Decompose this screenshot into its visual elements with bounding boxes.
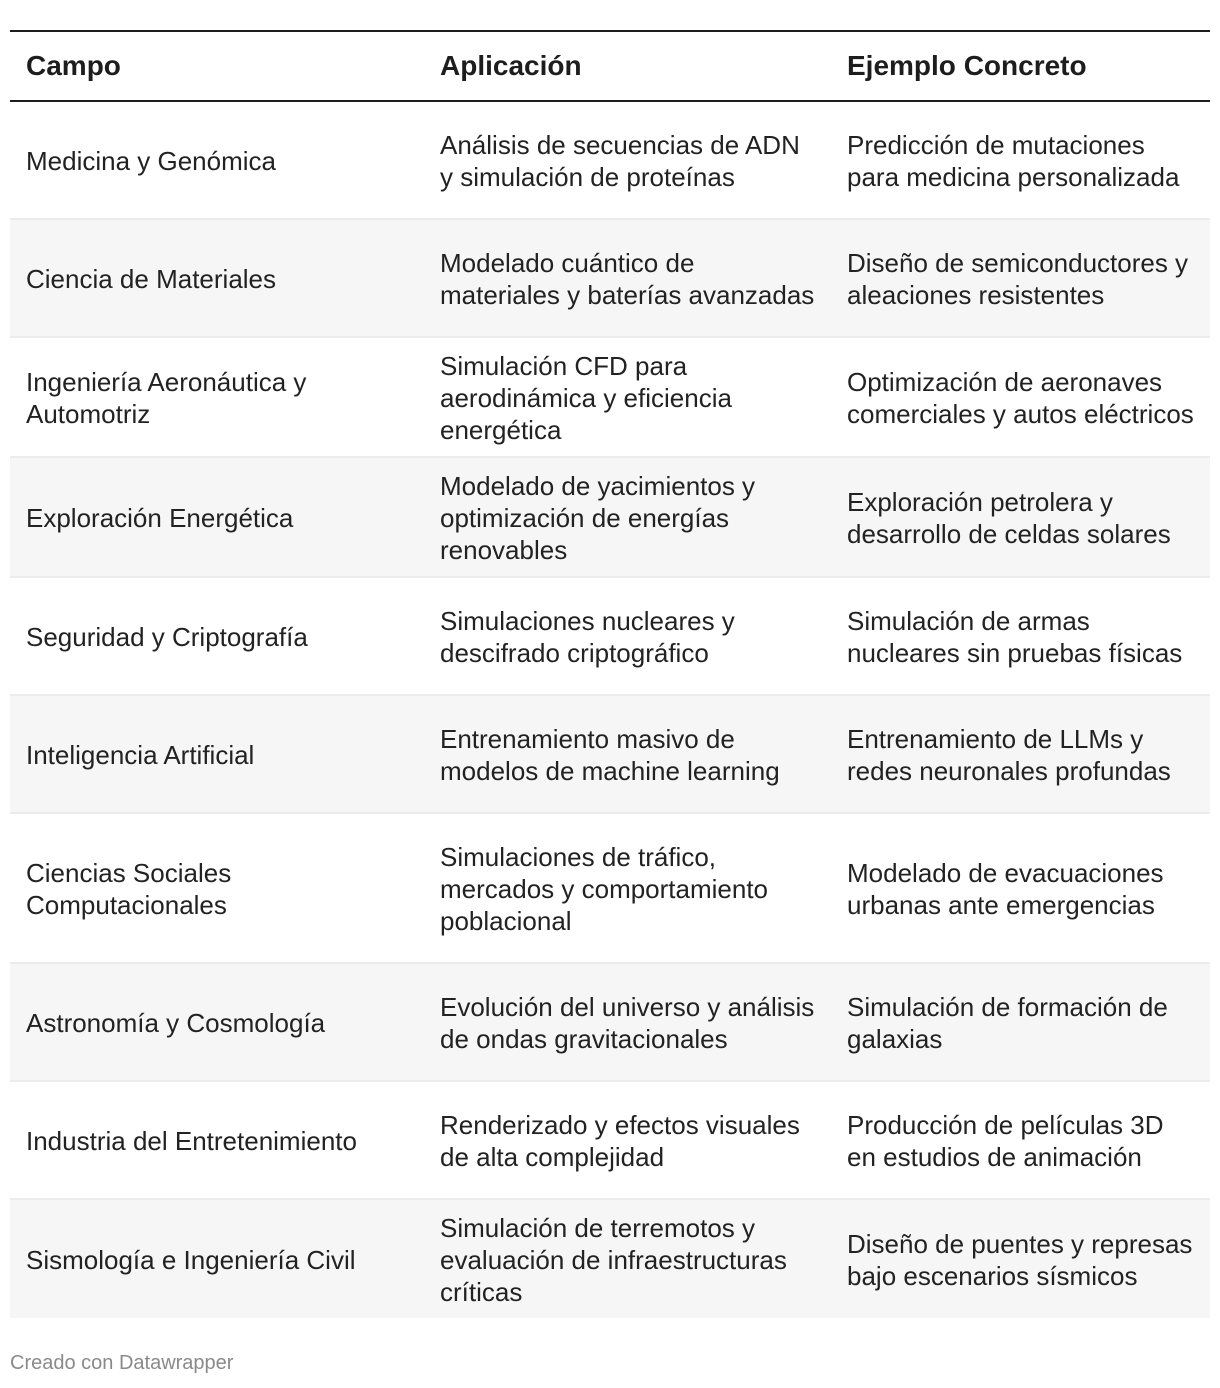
table-row xyxy=(10,577,1210,695)
cell-ejemplo: Diseño de semiconductores y aleaciones resistentes xyxy=(847,248,1189,310)
table-row xyxy=(10,101,1210,219)
cell-ejemplo: Optimización de aeronaves comerciales y autos eléctricos xyxy=(847,367,1194,429)
table-row xyxy=(10,457,1210,577)
cell-campo: Ciencias Sociales Computacionales xyxy=(26,858,232,920)
table-body xyxy=(10,101,1210,1318)
cell-campo: Industria del Entretenimiento xyxy=(26,1126,357,1156)
cell-campo: Sismología e Ingeniería Civil xyxy=(26,1245,356,1275)
cell-campo: Ciencia de Materiales xyxy=(26,264,277,294)
table-row xyxy=(10,219,1210,337)
cell-ejemplo: Simulación de formación de galaxias xyxy=(847,992,1168,1054)
cell-campo: Astronomía y Cosmología xyxy=(26,1008,326,1038)
cell-ejemplo: Simulación de armas nucleares sin pruebas físicas xyxy=(847,606,1183,668)
cell-aplicacion: Simulaciones de tráfico, mercados y comportamiento poblacional xyxy=(440,842,769,936)
cell-aplicacion: Modelado cuántico de materiales y baterías avanzadas xyxy=(440,248,815,310)
cell-ejemplo: Exploración petrolera y desarrollo de celdas solares xyxy=(847,487,1171,549)
table-row xyxy=(10,1081,1210,1199)
cell-campo: Ingeniería Aeronáutica y Automotriz xyxy=(26,367,307,429)
cell-campo: Seguridad y Criptografía xyxy=(26,622,308,652)
cell-aplicacion: Simulaciones nucleares y descifrado criptográfico xyxy=(440,606,735,668)
cell-aplicacion: Modelado de yacimientos y optimización de energías renovables xyxy=(440,471,756,565)
cell-campo: Exploración Energética xyxy=(26,503,294,533)
table-row xyxy=(10,963,1210,1081)
cell-ejemplo: Modelado de evacuaciones urbanas ante emergencias xyxy=(847,858,1164,920)
data-table-container xyxy=(10,30,1210,1318)
cell-ejemplo: Entrenamiento de LLMs y redes neuronales profundas xyxy=(847,724,1171,786)
cell-aplicacion: Evolución del universo y análisis de ondas gravitacionales xyxy=(440,992,815,1054)
data-table xyxy=(10,30,1210,1318)
cell-aplicacion: Entrenamiento masivo de modelos de machine learning xyxy=(440,724,780,786)
cell-campo: Inteligencia Artificial xyxy=(26,740,255,770)
column-header-campo: Campo xyxy=(26,50,121,81)
cell-aplicacion: Análisis de secuencias de ADN y simulación de proteínas xyxy=(440,130,800,192)
table-row xyxy=(10,337,1210,457)
table-row xyxy=(10,1199,1210,1318)
cell-ejemplo: Predicción de mutaciones para medicina personalizada xyxy=(847,130,1180,192)
column-header-aplicacion: Aplicación xyxy=(440,50,582,81)
table-row xyxy=(10,813,1210,963)
table-row xyxy=(10,695,1210,813)
table-header xyxy=(10,31,1210,101)
column-header-ejemplo: Ejemplo Concreto xyxy=(847,50,1087,81)
cell-aplicacion: Renderizado y efectos visuales de alta complejidad xyxy=(440,1110,800,1172)
cell-aplicacion: Simulación de terremotos y evaluación de infraestructuras críticas xyxy=(440,1213,787,1307)
cell-campo: Medicina y Genómica xyxy=(26,146,276,176)
datawrapper-credit[interactable]: Creado con Datawrapper xyxy=(10,1352,234,1374)
header-row xyxy=(10,31,1210,101)
cell-aplicacion: Simulación CFD para aerodinámica y eficiencia energética xyxy=(440,351,732,445)
cell-ejemplo: Diseño de puentes y represas bajo escenarios sísmicos xyxy=(847,1229,1193,1291)
cell-ejemplo: Producción de películas 3D en estudios de animación xyxy=(847,1110,1164,1172)
